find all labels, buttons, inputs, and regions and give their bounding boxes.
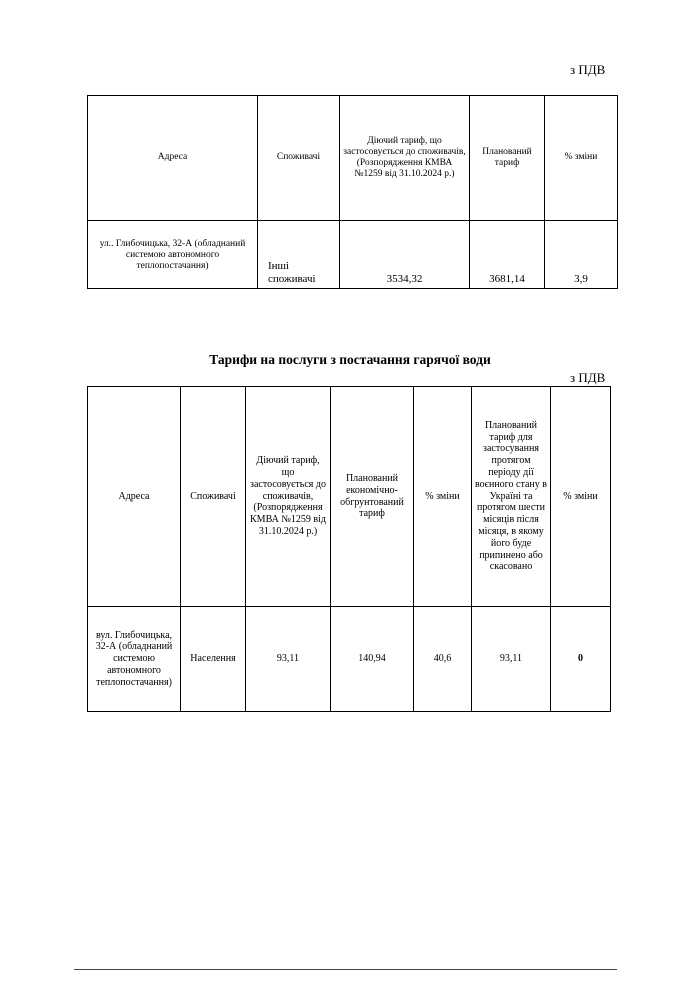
- header-change: % зміни: [414, 387, 472, 607]
- cell-current-tariff: 93,11: [246, 607, 331, 712]
- cell-planned-tariff: 3681,14: [470, 221, 545, 289]
- cell-address: вул. Глибочицька, 32-А (обладнаний системою автономного теплопостачання): [88, 607, 181, 712]
- footer-divider: [74, 969, 617, 970]
- header-consumers: Споживачі: [258, 96, 340, 221]
- header-planned-tariff: Планований економічно-обгрунтований тариф: [331, 387, 414, 607]
- table-row: [88, 221, 618, 289]
- tariff-table-1: [87, 95, 618, 289]
- cell-martial-tariff: 93,11: [472, 607, 551, 712]
- cell-current-tariff: 3534,32: [340, 221, 470, 289]
- vat-note-2: з ПДВ: [570, 370, 606, 385]
- vat-note-1: з ПДВ: [570, 62, 606, 77]
- cell-change-2: 0: [551, 607, 611, 712]
- cell-consumers: Інші споживачі: [258, 221, 340, 289]
- header-current-tariff: Діючий тариф, що застосовується до споживачів, (Розпорядження КМВА №1259 від 31.10.2024 р.): [246, 387, 331, 607]
- header-planned-tariff: Планований тариф: [470, 96, 545, 221]
- cell-change: 40,6: [414, 607, 472, 712]
- header-address: Адреса: [88, 387, 181, 607]
- header-change-2: % зміни: [551, 387, 611, 607]
- header-address: Адреса: [88, 96, 258, 221]
- table-row: [88, 607, 611, 712]
- header-consumers: Споживачі: [181, 387, 246, 607]
- cell-consumers: Населення: [181, 607, 246, 712]
- cell-planned-tariff: 140,94: [331, 607, 414, 712]
- cell-change: 3,9: [545, 221, 618, 289]
- header-current-tariff: Діючий тариф, що застосовується до споживачів, (Розпорядження КМВА №1259 від 31.10.2024 р.): [340, 96, 470, 221]
- cell-address: ул.. Глибочицька, 32-А (обладнаний системою автономного теплопостачання): [88, 221, 258, 289]
- header-martial-tariff: Планований тариф для застосування протягом періоду дії воєнного стану в Україні та протягом шести місяців після місяця, в якому його буде припинено або скасовано: [472, 387, 551, 607]
- table-header-row: [88, 387, 611, 607]
- hot-water-tariffs-title: Тарифи на послуги з постачання гарячої води: [209, 352, 491, 367]
- tariff-table-2: [87, 386, 611, 712]
- header-change: % зміни: [545, 96, 618, 221]
- table-header-row: [88, 96, 618, 221]
